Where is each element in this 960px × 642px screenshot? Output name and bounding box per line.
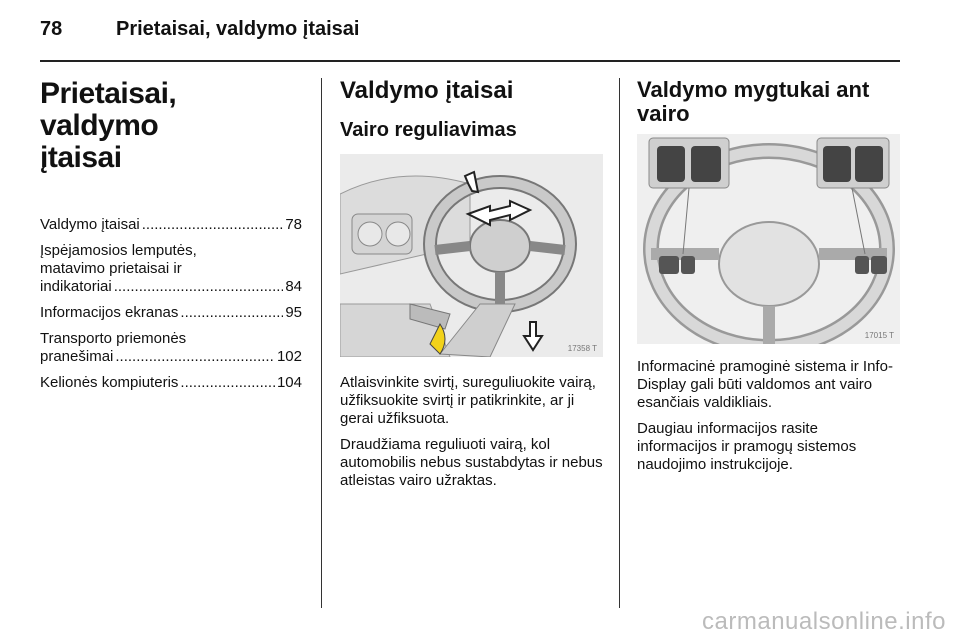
- toc-leader-dots: [115, 348, 275, 366]
- chapter-heading: Prietaisai, valdymo įtaisai: [40, 77, 177, 174]
- toc-entry[interactable]: [40, 216, 302, 234]
- toc-entry-line: [40, 304, 302, 322]
- column-toc: [40, 78, 302, 400]
- toc-entry[interactable]: [40, 374, 302, 392]
- section-heading: Valdymo įtaisai: [340, 77, 514, 104]
- toc-entry[interactable]: [40, 242, 302, 296]
- toc-entry[interactable]: [40, 304, 302, 322]
- column2-body: [340, 374, 605, 498]
- paragraph-2: Daugiau informacijos rasite informacijos ir pramogų sistemos naudojimo instrukcijoje.: [637, 420, 857, 473]
- page-number: 78: [40, 18, 63, 40]
- toc-entry-line: [40, 278, 302, 296]
- toc-page-number: 104: [276, 374, 302, 391]
- column-steering-controls: [637, 78, 900, 126]
- steering-controls-illustration: [637, 134, 900, 344]
- paragraph-1: Atlaisvinkite svirtį, sureguliuokite vairą, užfiksuokite svirtį ir patikrinkite, ar ji gerai užfiksuota.: [340, 374, 596, 427]
- paragraph-2: Draudžiama reguliuoti vairą, kol automobilis nebus sustabdytas ir nebus atleistas vairo užraktas.: [340, 436, 603, 489]
- section-heading: Valdymo mygtukai ant vairo: [637, 77, 870, 126]
- figure-id: 17358 T: [567, 344, 597, 353]
- toc-entry-line: Transporto priemonės: [40, 330, 187, 347]
- toc-leader-dots: [180, 374, 275, 392]
- running-title: Prietaisai, valdymo įtaisai: [116, 18, 360, 40]
- toc-entry-line: [40, 374, 302, 392]
- watermark: carmanualsonline.info: [702, 608, 946, 635]
- table-of-contents: [40, 216, 302, 392]
- steering-wheel-drawing: [340, 154, 603, 357]
- toc-entry-line: [40, 216, 302, 234]
- toc-leader-dots: [142, 216, 284, 234]
- column3-body: [637, 358, 900, 482]
- figure-id: 17015 T: [864, 331, 894, 340]
- toc-entry-line: [40, 348, 302, 366]
- toc-page-number: 95: [285, 304, 302, 321]
- column-divider-2: [619, 78, 620, 608]
- header-rule: [40, 60, 900, 62]
- toc-entry-title: Informacijos ekranas: [40, 304, 179, 321]
- toc-page-number: 102: [276, 348, 302, 365]
- toc-entry-title: pranešimai: [40, 348, 114, 365]
- steering-adjustment-illustration: [340, 154, 603, 357]
- toc-entry-line: Įspėjamosios lemputės,: [40, 242, 197, 259]
- toc-page-number: 78: [285, 216, 302, 233]
- toc-entry-title: Kelionės kompiuteris: [40, 374, 179, 391]
- column-divider-1: [321, 78, 322, 608]
- toc-entry-title: Valdymo įtaisai: [40, 216, 140, 233]
- toc-entry-title: indikatoriai: [40, 278, 112, 295]
- toc-leader-dots: [180, 304, 283, 322]
- paragraph-1: Informacinė pramoginė sistema ir Info-Display gali būti valdomos ant vairo esančiais valdikliais.: [637, 358, 893, 411]
- toc-page-number: 84: [285, 278, 302, 295]
- toc-entry[interactable]: [40, 330, 302, 366]
- toc-leader-dots: [114, 278, 284, 296]
- steering-wheel-buttons-drawing: [637, 134, 900, 344]
- toc-entry-line: matavimo prietaisai ir: [40, 260, 182, 277]
- subsection-heading: Vairo reguliavimas: [340, 119, 517, 141]
- column-steering-adjustment: [340, 78, 605, 142]
